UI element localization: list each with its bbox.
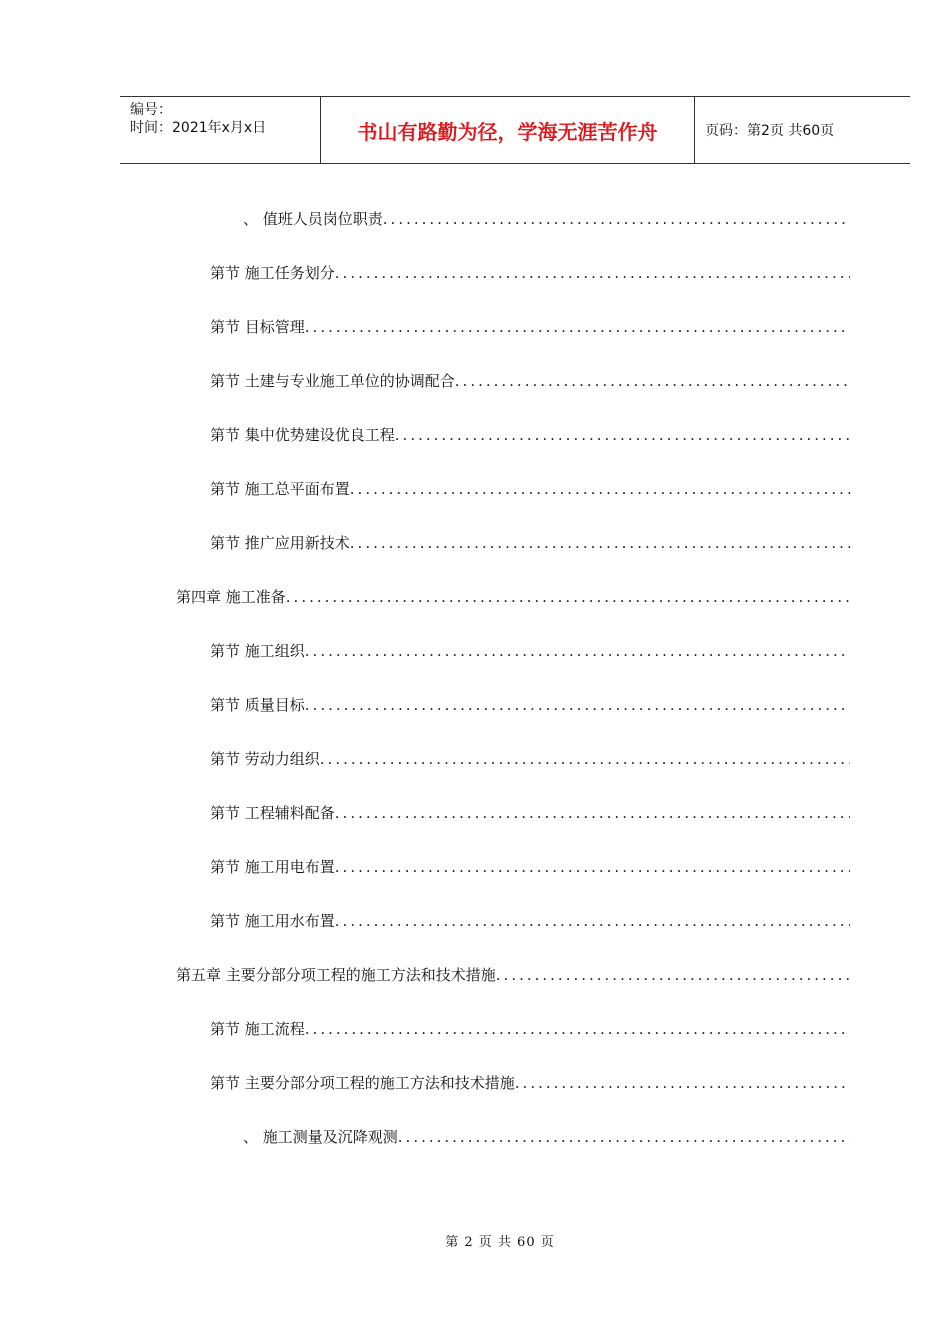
toc-leader-dots: [305, 318, 850, 336]
header-meta: [120, 97, 321, 163]
toc-entry[interactable]: [210, 370, 850, 391]
toc-leader-dots: [320, 750, 850, 768]
toc-entry-label: 第节 施工任务划分: [210, 264, 335, 282]
toc-entry-label: 第五章 主要分部分项工程的施工方法和技术措施: [176, 966, 496, 984]
toc-leader-dots: [305, 1020, 850, 1038]
toc-entry[interactable]: [210, 694, 850, 715]
toc-entry-label: 第节 施工用水布置: [210, 912, 335, 930]
time-label: 时间：2021年x月x日: [130, 120, 267, 136]
toc-entry-label: 第节 土建与专业施工单位的协调配合: [210, 372, 455, 390]
toc-entry[interactable]: [210, 478, 850, 499]
toc-entry[interactable]: [210, 856, 850, 877]
toc-entry[interactable]: [210, 316, 850, 337]
toc-leader-dots: [305, 642, 850, 660]
toc-leader-dots: [335, 804, 850, 822]
toc-entry[interactable]: [210, 532, 850, 553]
toc-entry-label: 第节 工程辅料配备: [210, 804, 335, 822]
toc-entry[interactable]: [176, 964, 850, 985]
toc-leader-dots: [305, 696, 850, 714]
toc-leader-dots: [335, 912, 850, 930]
header-page-info: 页码：第2页 共60页: [705, 123, 835, 139]
toc-leader-dots: [383, 210, 850, 228]
toc-entry[interactable]: [210, 748, 850, 769]
toc-entry-label: 、 施工测量及沉降观测: [243, 1128, 398, 1146]
toc-entry[interactable]: [210, 1018, 850, 1039]
toc-entry-label: 第节 劳动力组织: [210, 750, 320, 768]
toc-leader-dots: [455, 372, 850, 390]
toc-entry-label: 、 值班人员岗位职责: [243, 210, 383, 228]
toc-entry-label: 第四章 施工准备: [176, 588, 286, 606]
toc-entry-label: 第节 推广应用新技术: [210, 534, 350, 552]
toc-entry-label: 第节 施工总平面布置: [210, 480, 350, 498]
toc-leader-dots: [286, 588, 850, 606]
toc-entry[interactable]: [176, 586, 850, 607]
toc-entry[interactable]: [243, 208, 850, 229]
toc-entry[interactable]: [210, 1072, 850, 1093]
toc-leader-dots: [350, 534, 850, 552]
toc-entry-label: 第节 施工组织: [210, 642, 305, 660]
toc-leader-dots: [398, 1128, 850, 1146]
toc-entry[interactable]: [210, 262, 850, 283]
toc-entry[interactable]: [243, 1126, 850, 1147]
toc-leader-dots: [350, 480, 850, 498]
toc-leader-dots: [335, 858, 850, 876]
toc-entry[interactable]: [210, 910, 850, 931]
page-header: [120, 96, 910, 164]
toc-entry-label: 第节 质量目标: [210, 696, 305, 714]
toc-entry-label: 第节 集中优势建设优良工程: [210, 426, 395, 444]
toc-entry[interactable]: [210, 424, 850, 445]
toc-leader-dots: [515, 1074, 850, 1092]
number-label: 编号：: [130, 102, 172, 118]
toc-entry-label: 第节 目标管理: [210, 318, 305, 336]
toc-leader-dots: [395, 426, 850, 444]
toc-entry-label: 第节 施工流程: [210, 1020, 305, 1038]
toc-entry[interactable]: [210, 802, 850, 823]
toc-entry-label: 第节 施工用电布置: [210, 858, 335, 876]
header-motto: 书山有路勤为径，学海无涯苦作舟: [321, 97, 695, 163]
toc-leader-dots: [335, 264, 850, 282]
page-footer: 第 2 页 共 60 页: [445, 1235, 555, 1250]
toc-leader-dots: [496, 966, 850, 984]
toc-entry-label: 第节 主要分部分项工程的施工方法和技术措施: [210, 1074, 515, 1092]
toc-entry[interactable]: [210, 640, 850, 661]
